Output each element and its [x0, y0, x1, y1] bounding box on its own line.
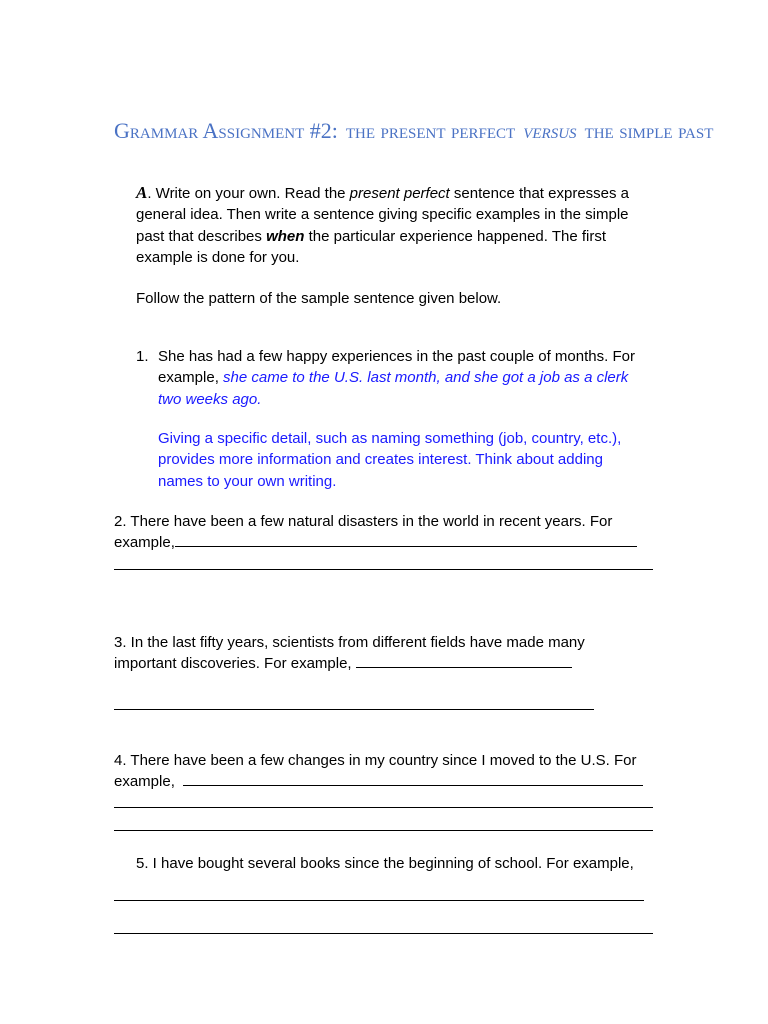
item4-answer-line-2[interactable] — [114, 830, 653, 831]
item2-example-label: example, — [114, 534, 175, 551]
page-title — [114, 116, 714, 142]
item1-sentence: She has had a few happy experiences in the past couple of months. For example, — [158, 348, 635, 387]
title-part4: the simple past — [584, 118, 714, 143]
section-a-text3: the particular experience happened. The first example is done for you. — [136, 227, 606, 267]
section-a-letter: A — [136, 183, 148, 202]
item1-note: Giving a specific detail, such as naming something (job, country, etc.), provides more information and creates interest. Think about adding names to your own writing. — [158, 430, 622, 490]
item4-answer-blank[interactable] — [183, 771, 643, 786]
item1-number: 1. — [136, 348, 149, 365]
title-part1: Grammar Assignment #2: — [114, 118, 338, 143]
title-part2: the present perfect — [345, 118, 516, 143]
item3-answer-line[interactable] — [114, 709, 594, 710]
section-a-when: when — [266, 227, 305, 245]
item4-line1: 4. There have been a few changes in my country since I moved to the U.S. For — [114, 752, 637, 769]
item4-line2 — [114, 771, 674, 792]
item5-answer-line-2[interactable] — [114, 933, 653, 934]
section-a-follow: Follow the pattern of the sample sentence given below. — [136, 290, 502, 307]
item3-example-label: important discoveries. For example, — [114, 655, 352, 672]
item5-answer-line-1[interactable] — [114, 900, 644, 901]
item1-text — [158, 346, 648, 410]
item3-line1: 3. In the last fifty years, scientists from different fields have made many — [114, 634, 585, 651]
item4-example-label: example, — [114, 773, 175, 790]
item2-line1: 2. There have been a few natural disasters in the world in recent years. For — [114, 513, 613, 530]
item5-line1: 5. I have bought several books since the beginning of school. For example, — [136, 855, 634, 872]
section-a-text2: sentence that expresses a general idea. Then write a sentence giving specific examples in the simple past that describes — [136, 185, 630, 245]
title-part3: versus — [523, 118, 577, 143]
item1-example: she came to the U.S. last month, and she got a job as a clerk two weeks ago. — [158, 369, 629, 408]
item2-answer-blank[interactable] — [175, 532, 637, 547]
item2-line2 — [114, 532, 674, 553]
item4-answer-line-1[interactable] — [114, 807, 653, 808]
section-a-italic1: present perfect — [349, 185, 450, 202]
item2-answer-line[interactable] — [114, 569, 653, 570]
item3-answer-blank[interactable] — [356, 653, 572, 668]
item3-line2 — [114, 653, 674, 674]
section-a-text1: . Write on your own. Read the — [147, 185, 350, 202]
section-a-instructions — [136, 182, 656, 269]
